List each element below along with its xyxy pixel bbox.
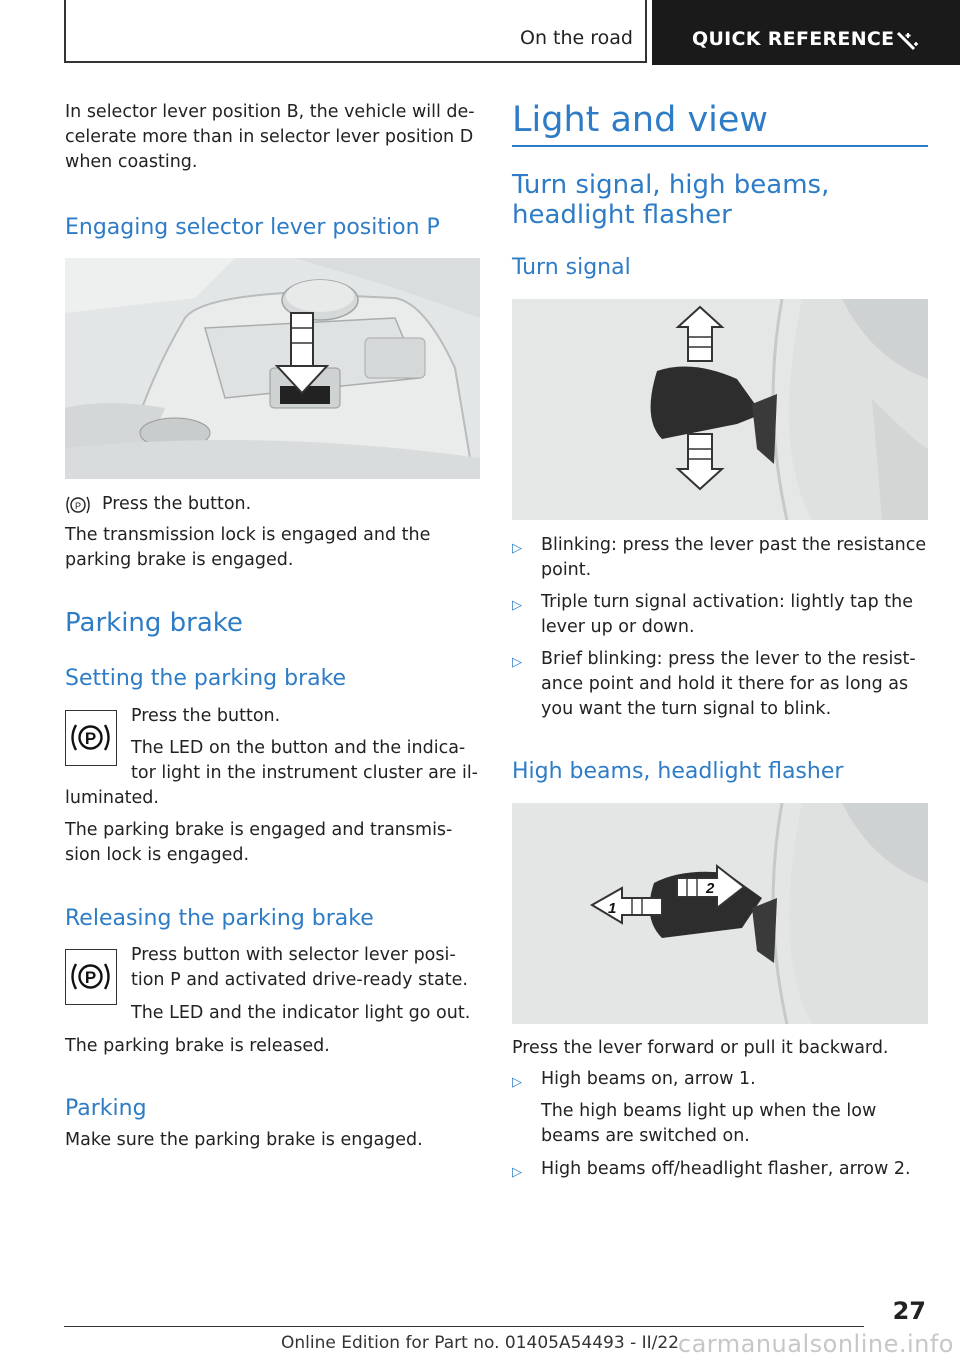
intro-paragraph: In selector lever position B, the vehicle will de-celerate more than in selector lever position D when coasting.: [65, 102, 475, 172]
watermark: carmanualsonline.info: [677, 1330, 954, 1358]
parking-heading: Parking: [65, 1096, 147, 1121]
setting-press-text: Press the button.: [131, 706, 281, 726]
list-item-text: Blinking: press the lever past the resistance point.: [541, 535, 927, 580]
button-letter: P: [84, 729, 97, 748]
lever-text: Press the lever forward or pull it backward.: [512, 1038, 889, 1058]
setting-led-line-3: luminated.: [65, 788, 159, 808]
quick-reference-tab[interactable]: [652, 0, 960, 65]
setting-led-line-1: The LED on the button and the indica-: [131, 738, 466, 758]
selector-lever-photo: [65, 258, 480, 479]
sparkle-icon: [896, 30, 920, 52]
arrow-label-2: 2: [706, 880, 715, 897]
press-button-text: Press the button.: [102, 494, 252, 514]
bullet-icon: ▷: [512, 1165, 522, 1180]
releasing-press-line-1: Press button with selector lever posi-: [131, 945, 456, 965]
parking-brake-heading: Parking brake: [65, 608, 243, 638]
parking-brake-small-icon: [65, 493, 91, 517]
parking-brake-button-release[interactable]: [65, 949, 117, 1005]
parking-text: Make sure the parking brake is engaged.: [65, 1130, 423, 1150]
header-section-title: On the road: [520, 27, 633, 49]
arrow-label-1: 1: [608, 900, 617, 917]
bullet-icon: ▷: [512, 1075, 522, 1090]
parking-brake-button[interactable]: [65, 710, 117, 766]
turn-signal-heading: Turn signal: [512, 255, 631, 280]
list-item-text: High beams off/headlight flasher, arrow 2.: [541, 1159, 911, 1179]
quick-reference-label: QUICK REFERENCE: [692, 28, 895, 50]
page-number: 27: [892, 1297, 926, 1325]
button-letter: P: [84, 968, 97, 987]
list-item-text: High beams on, arrow 1.: [541, 1069, 756, 1089]
setting-engaged-text: The parking brake is engaged and transmis-sion lock is engaged.: [65, 820, 453, 865]
releasing-heading: Releasing the parking brake: [65, 906, 374, 931]
high-beams-heading: High beams, headlight flasher: [512, 759, 844, 784]
high-beams-photo: [512, 803, 928, 1024]
setting-led-line-2: tor light in the instrument cluster are il-: [131, 763, 479, 783]
footer-edition: Online Edition for Part no. 01405A54493 - II/22: [280, 1333, 679, 1353]
setting-heading: Setting the parking brake: [65, 666, 347, 691]
engaging-heading: Engaging selector lever position P: [65, 215, 440, 240]
small-icon-letter: P: [74, 501, 82, 511]
releasing-press-line-2: tion P and activated drive-ready state.: [131, 970, 468, 990]
turn-high-heading: Turn signal, high beams, headlight flasher: [512, 170, 830, 230]
bullet-icon: ▷: [512, 655, 522, 670]
releasing-led-text: The LED and the indicator light go out.: [131, 1003, 471, 1023]
heading-rule: [512, 145, 928, 147]
list-item-text: Brief blinking: press the lever to the resist-ance point and hold it there for as long as you want the turn signal to blink.: [541, 649, 916, 719]
turn-signal-photo: [512, 299, 928, 520]
footer-rule: [64, 1326, 864, 1327]
released-text: The parking brake is released.: [65, 1036, 330, 1056]
bullet-icon: ▷: [512, 541, 522, 556]
header-frame: [64, 0, 647, 63]
light-and-view-heading: Light and view: [512, 100, 769, 140]
high-on-note: The high beams light up when the low beams are switched on.: [541, 1101, 877, 1146]
bullet-icon: ▷: [512, 598, 522, 613]
transmission-text: The transmission lock is engaged and the parking brake is engaged.: [65, 525, 431, 570]
list-item-text: Triple turn signal activation: lightly tap the lever up or down.: [541, 592, 913, 637]
